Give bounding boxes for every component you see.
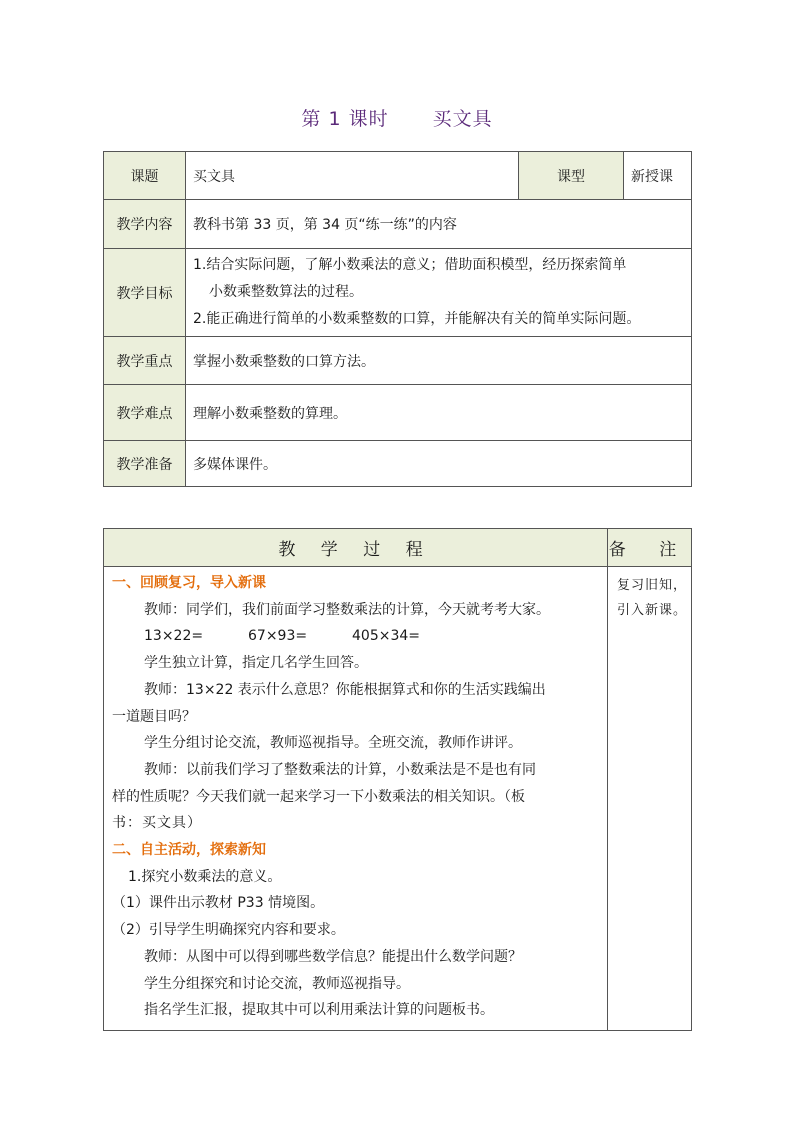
section-2-heading: 二、自主活动，探索新知 <box>112 842 266 859</box>
note-line-2: 引入新课。 <box>617 603 688 618</box>
goal-1: 1.结合实际问题，了解小数乘法的意义；借助面积模型，经历探索简单 <box>193 257 627 273</box>
goal-2: 2.能正确进行简单的小数乘整数的口算，并能解决有关的简单实际问题。 <box>193 311 641 327</box>
section-1-para-2: 学生独立计算，指定几名学生回答。 <box>144 655 368 672</box>
process-header-row <box>104 529 692 567</box>
value-difficulty: 理解小数乘整数的算理。 <box>186 385 692 441</box>
label-title: 课题 <box>104 152 186 200</box>
section-1-para-1: 教师：同学们，我们前面学习整数乘法的计算，今天就考考大家。 <box>144 601 550 618</box>
lesson-number: 第 1 课时 <box>301 108 389 130</box>
process-body-row <box>104 567 692 1031</box>
row-title <box>104 152 692 200</box>
value-goals <box>186 249 692 337</box>
page-title <box>0 104 794 131</box>
goal-1-cont: 小数乘整数算法的过程。 <box>209 284 363 300</box>
section-1-para-5c: 书：买文具） <box>112 815 202 832</box>
note-header: 备 注 <box>608 529 692 567</box>
section-1-para-4: 学生分组讨论交流，教师巡视指导。全班交流，教师作讲评。 <box>144 735 522 752</box>
label-prep: 教学准备 <box>104 441 186 487</box>
section-1-para-5b: 样的性质呢？今天我们就一起来学习一下小数乘法的相关知识。（板 <box>112 788 525 805</box>
lesson-topic: 买文具 <box>432 108 493 130</box>
label-type: 课型 <box>519 152 624 200</box>
note-line-1: 复习旧知， <box>617 578 688 593</box>
row-prep <box>104 441 692 487</box>
label-content: 教学内容 <box>104 200 186 249</box>
calc-3: 405×34= <box>352 628 420 645</box>
calc-2: 67×93= <box>248 628 308 645</box>
section-1-para-3a: 教师：13×22 表示什么意思？你能根据算式和你的生活实践编出 <box>144 681 546 698</box>
section-2-para-3: 指名学生汇报，提取其中可以利用乘法计算的问题板书。 <box>144 1002 494 1019</box>
process-content <box>104 567 608 1031</box>
section-2-sub-2: （2）引导学生明确探究内容和要求。 <box>112 922 345 939</box>
value-prep: 多媒体课件。 <box>186 441 692 487</box>
calc-1: 13×22= <box>144 628 204 645</box>
value-title: 买文具 <box>186 152 519 200</box>
lesson-info-table <box>103 151 692 487</box>
teaching-process-table <box>103 528 692 1031</box>
label-goals: 教学目标 <box>104 249 186 337</box>
label-key: 教学重点 <box>104 337 186 385</box>
row-goals <box>104 249 692 337</box>
process-notes <box>608 567 692 1031</box>
section-1-heading: 一、回顾复习，导入新课 <box>112 575 266 591</box>
section-2-para-2: 学生分组探究和讨论交流，教师巡视指导。 <box>144 975 410 992</box>
label-difficulty: 教学难点 <box>104 385 186 441</box>
value-content: 教科书第 33 页，第 34 页“练一练”的内容 <box>186 200 692 249</box>
value-key: 掌握小数乘整数的口算方法。 <box>186 337 692 385</box>
section-2-para-1: 教师：从图中可以得到哪些数学信息？能提出什么数学问题？ <box>144 948 522 965</box>
section-1-para-3b: 一道题目吗？ <box>112 708 196 725</box>
calc-exercises <box>112 623 603 650</box>
section-1-para-5a: 教师：以前我们学习了整数乘法的计算，小数乘法是不是也有同 <box>144 761 536 778</box>
row-key <box>104 337 692 385</box>
row-content <box>104 200 692 249</box>
process-header: 教 学 过 程 <box>104 529 608 567</box>
row-difficulty <box>104 385 692 441</box>
value-type: 新授课 <box>624 152 692 200</box>
section-2-sub-1: （1）课件出示教材 P33 情境图。 <box>112 895 325 912</box>
section-2-item-1: 1.探究小数乘法的意义。 <box>128 868 282 885</box>
